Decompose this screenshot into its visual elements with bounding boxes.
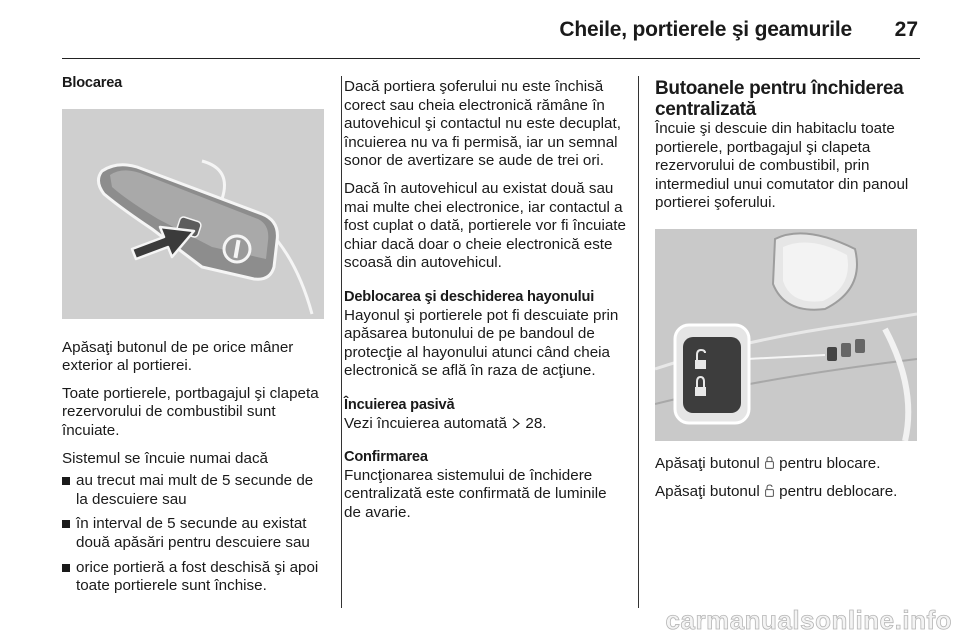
condition-list <box>62 472 328 596</box>
paragraph: Dacă în autovehicul au existat două sau mai multe chei electronice, iar contactul a fost cuplat o dată, portierele vor fi încuiate chiar dacă doar o cheie electronică este scoasă din autovehicul. <box>344 179 626 272</box>
door-panel-figure <box>655 229 917 441</box>
list-item: în interval de 5 secunde au existat două apăsări pentru descuiere sau <box>62 515 328 552</box>
section-heading-passive-locking: Încuierea pasivă <box>344 396 455 413</box>
section-heading-confirmation: Confirmarea <box>344 449 428 466</box>
column-divider-2 <box>638 76 639 608</box>
page-header <box>0 0 960 62</box>
lock-cylinder-icon <box>224 236 250 262</box>
paragraph: Apăsaţi butonul de pe orice mâner exterior al portierei. <box>62 338 294 375</box>
paragraph: Sistemul se încuie numai dacă <box>62 449 268 467</box>
paragraph: Dacă portiera şoferului nu este închisă corect sau cheia electronică rămâne în autovehicul şi contactul nu este decuplat, încuierea nu va fi permisă, iar un semnal sonor de avertizare se aude de trei ori. <box>344 78 621 170</box>
list-item: au trecut mai mult de 5 secunde de la descuiere sau <box>62 472 328 509</box>
bullet-marker <box>62 477 70 485</box>
chapter-title: Cheile, portierele şi geamurile <box>559 18 852 41</box>
door-handle-icon <box>98 164 277 279</box>
paragraph: Vezi încuierea automată 28. <box>344 414 547 432</box>
lock-icon <box>765 456 774 469</box>
page-reference-icon <box>512 418 520 429</box>
paragraph: Toate portierele, portbagajul şi clapeta rezervorului de combustibil sunt încuiate. <box>62 384 319 439</box>
watermark: carmanualsonline.info <box>665 605 952 635</box>
section-heading-locking: Blocarea <box>62 75 123 91</box>
unlock-icon <box>765 484 774 497</box>
column-1 <box>62 74 328 602</box>
paragraph: Apăsaţi butonul pentru deblocare. <box>655 482 898 500</box>
header-rule <box>62 58 920 59</box>
column-2 <box>344 78 626 531</box>
section-heading-central-locking-buttons: Butoanele pentru închiderea centralizată <box>655 78 904 120</box>
paragraph: Hayonul şi portierele pot fi descuiate prin apăsarea butonului de pe bandoul de protecţie al hayonului atunci când cheia electronică se află în raza de acţiune. <box>344 306 619 380</box>
column-3 <box>655 78 923 510</box>
bullet-marker <box>62 564 70 572</box>
door-handle-figure <box>62 109 324 319</box>
section-heading-tailgate: Deblocarea şi deschiderea hayonului <box>344 288 595 305</box>
column-divider-1 <box>341 76 342 608</box>
page-number: 27 <box>894 18 918 41</box>
paragraph: Funcţionarea sistemului de închidere centralizată este confirmată de luminile de avarie. <box>344 466 607 521</box>
bullet-marker <box>62 520 70 528</box>
paragraph: Încuie şi descuie din habitaclu toate portierele, portbagajul şi clapeta rezervorului de combustibil, prin intermediul unui comutator din panoul portierei şoferului. <box>655 120 909 212</box>
paragraph: Apăsaţi butonul pentru blocare. <box>655 454 881 472</box>
list-item: orice portieră a fost deschisă şi apoi toate portierele sunt închise. <box>62 559 328 596</box>
